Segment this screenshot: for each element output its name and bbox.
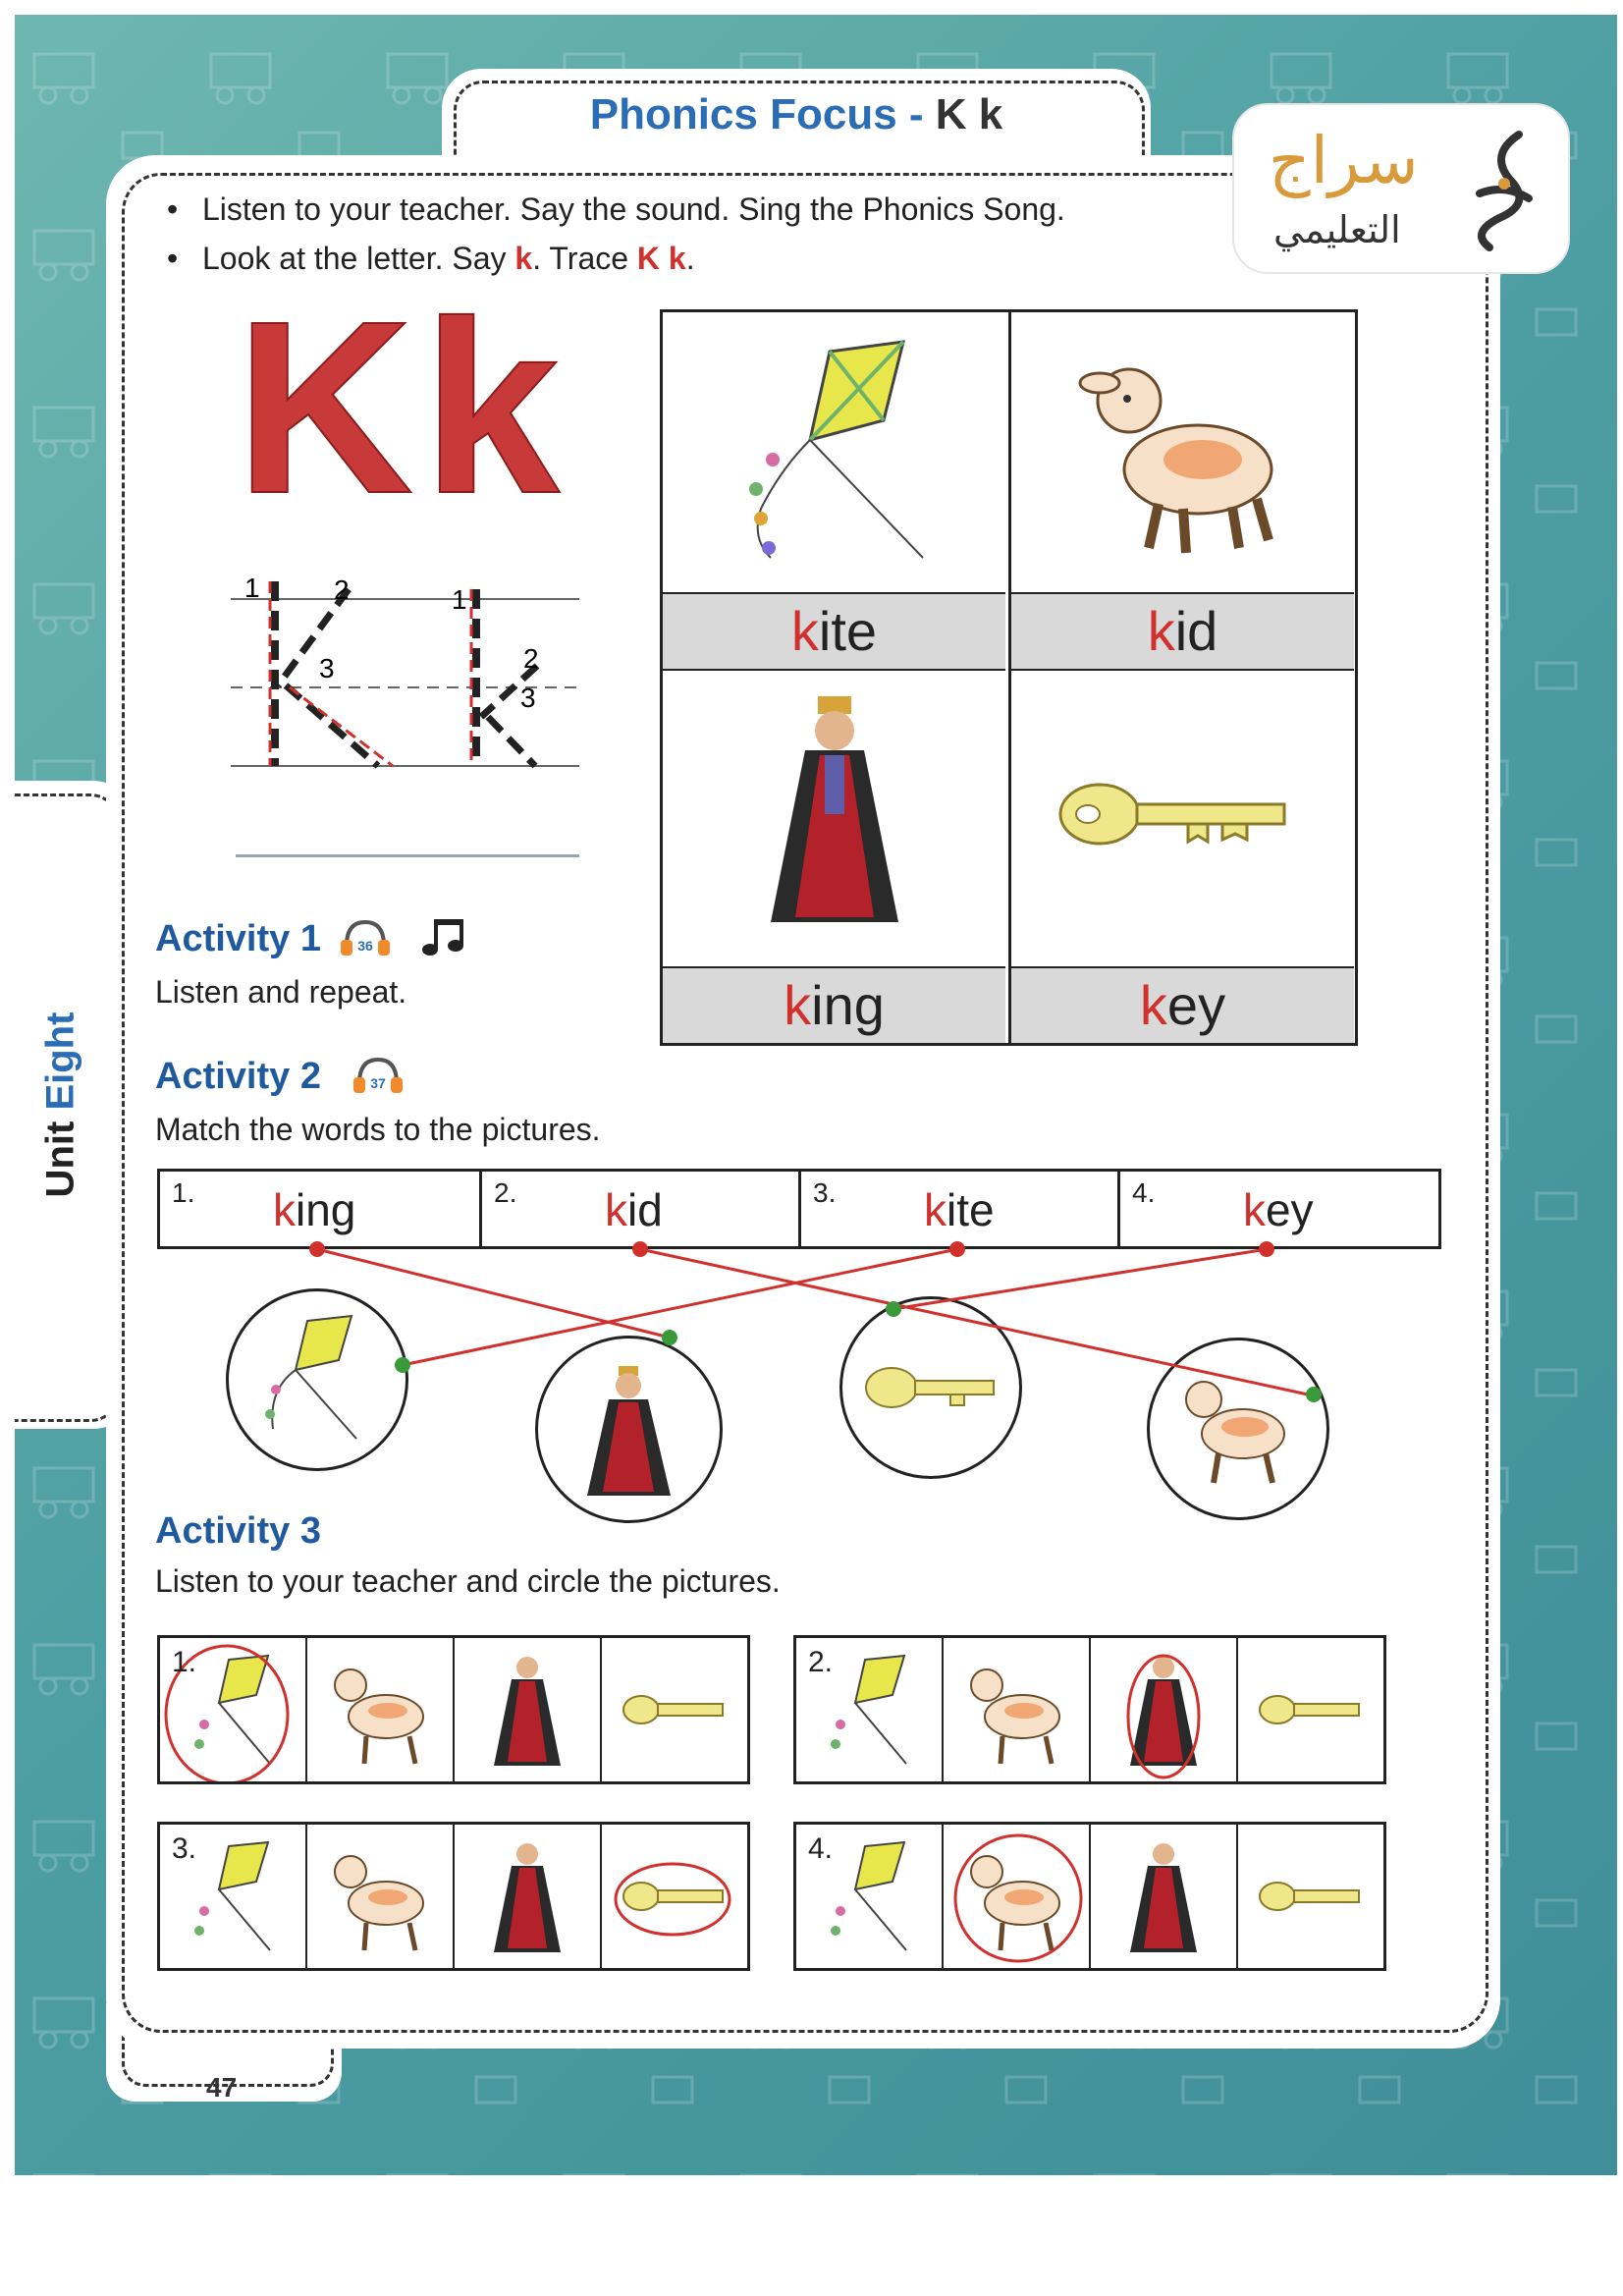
option-kid[interactable]	[944, 1825, 1091, 1968]
activity-2-title: Activity 2	[155, 1056, 321, 1097]
match-word-strip	[157, 1169, 1441, 1249]
match-num: 2.	[494, 1177, 517, 1208]
option-kite[interactable]	[796, 1825, 944, 1968]
kite-picture	[663, 312, 1005, 592]
word-first-letter: k	[1243, 1184, 1266, 1235]
kid-goat-icon	[1011, 312, 1354, 592]
row-number: 4.	[808, 1832, 834, 1865]
word-king	[663, 966, 1005, 1043]
option-key[interactable]	[602, 1638, 747, 1781]
instruction-1: • Listen to your teacher. Say the sound. Sing the Phonics Song.	[167, 191, 1065, 227]
row-number: 1.	[172, 1646, 197, 1678]
instruction-2-pre: Look at the letter. Say	[202, 241, 515, 276]
row-number: 3.	[172, 1832, 197, 1865]
king-icon	[538, 1339, 720, 1520]
word-kite	[663, 592, 1005, 671]
instruction-2-k: k	[514, 241, 533, 276]
logo-subtitle: التعليمي	[1273, 208, 1401, 251]
key-icon	[602, 1825, 747, 1968]
instruction-2-post: .	[685, 241, 695, 276]
big-letters: Kk	[236, 270, 569, 544]
match-circle-key[interactable]	[839, 1296, 1022, 1479]
match-num: 4.	[1132, 1177, 1156, 1208]
option-king[interactable]	[455, 1825, 602, 1968]
letter-trace-guide[interactable]	[231, 570, 589, 776]
unit-label	[39, 1012, 83, 1198]
match-circle-king[interactable]	[535, 1336, 723, 1523]
match-circle-kid[interactable]	[1147, 1338, 1329, 1520]
option-kid[interactable]	[307, 1825, 455, 1968]
kite-icon	[663, 312, 1005, 592]
kid-picture	[1011, 312, 1354, 592]
trace-num: 1	[452, 584, 467, 615]
trace-num: 2	[523, 643, 539, 674]
option-kid[interactable]	[307, 1638, 455, 1781]
key-icon	[602, 1638, 747, 1781]
track-number: 36	[357, 938, 373, 954]
instruction-2: • Look at the letter. Say k. Trace K k.	[167, 241, 695, 276]
circle-row-4	[793, 1822, 1386, 1971]
kite-icon	[229, 1291, 406, 1468]
word-rest: ey	[1166, 974, 1226, 1036]
word-rest: ey	[1266, 1184, 1314, 1235]
music-note-icon[interactable]	[420, 915, 467, 958]
audio-track-icon[interactable]	[352, 1056, 405, 1095]
option-kite[interactable]	[160, 1825, 307, 1968]
option-king[interactable]	[1091, 1825, 1238, 1968]
king-picture	[663, 667, 1005, 966]
circle-row-2	[793, 1635, 1386, 1784]
match-word-box	[482, 1172, 801, 1246]
word-first-letter: k	[790, 600, 819, 662]
option-king[interactable]	[1091, 1638, 1238, 1781]
key-icon	[1011, 667, 1354, 966]
key-icon	[842, 1299, 1019, 1476]
unit-word: Unit	[38, 1121, 82, 1198]
unit-name: Eight	[38, 1011, 82, 1111]
word-rest: ing	[296, 1184, 356, 1235]
option-key[interactable]	[602, 1825, 747, 1968]
king-icon	[455, 1638, 600, 1781]
row-number: 2.	[808, 1646, 834, 1678]
activity-3-text: Listen to your teacher and circle the pictures.	[155, 1563, 781, 1599]
kid-goat-icon	[944, 1638, 1089, 1781]
title-text: Phonics Focus -	[589, 90, 924, 138]
page-title	[442, 90, 1151, 139]
match-word-box	[1120, 1172, 1435, 1246]
word-first-letter: k	[1147, 600, 1175, 662]
word-first-letter: k	[605, 1184, 627, 1235]
key-icon	[1238, 1638, 1383, 1781]
king-icon	[1091, 1638, 1236, 1781]
word-key	[1011, 966, 1354, 1043]
option-king[interactable]	[455, 1638, 602, 1781]
option-key[interactable]	[1238, 1638, 1383, 1781]
option-kite[interactable]	[796, 1638, 944, 1781]
word-rest: ite	[818, 600, 878, 662]
word-rest: id	[1174, 600, 1218, 662]
option-key[interactable]	[1238, 1825, 1383, 1968]
trace-num: 1	[244, 573, 260, 603]
word-first-letter: k	[1139, 974, 1167, 1036]
word-first-letter: k	[784, 974, 812, 1036]
king-icon	[663, 667, 1005, 966]
trace-num: 3	[520, 683, 536, 713]
kid-goat-icon	[1150, 1340, 1326, 1517]
logo-name: سراج	[1269, 123, 1419, 198]
logo	[1232, 103, 1570, 274]
logo-calligraphy-icon	[1450, 125, 1558, 252]
king-icon	[455, 1825, 600, 1968]
word-first-letter: k	[273, 1184, 296, 1235]
word-rest: ing	[811, 974, 885, 1036]
word-kid	[1011, 592, 1354, 671]
match-circle-kite[interactable]	[226, 1288, 408, 1471]
match-word-box	[160, 1172, 482, 1246]
trace-num: 3	[319, 653, 335, 683]
activity-1-title: Activity 1	[155, 918, 321, 959]
trace-num: 2	[334, 574, 350, 605]
word-rest: ite	[947, 1184, 995, 1235]
kid-goat-icon	[944, 1825, 1089, 1968]
circle-row-1	[157, 1635, 750, 1784]
key-picture	[1011, 667, 1354, 966]
match-num: 1.	[172, 1177, 195, 1208]
circle-row-3	[157, 1822, 750, 1971]
audio-track-icon[interactable]	[339, 918, 392, 957]
word-picture-grid	[660, 309, 1358, 1046]
title-letters: K k	[935, 90, 1003, 138]
page-number: 47	[206, 2072, 238, 2103]
divider-rule	[236, 854, 579, 857]
instruction-2-mid: . Trace	[532, 241, 637, 276]
key-icon	[1238, 1825, 1383, 1968]
activity-2-text: Match the words to the pictures.	[155, 1112, 601, 1147]
word-first-letter: k	[924, 1184, 947, 1235]
kid-goat-icon	[307, 1825, 453, 1968]
option-kite[interactable]	[160, 1638, 307, 1781]
match-word-box	[801, 1172, 1120, 1246]
match-num: 3.	[813, 1177, 837, 1208]
instruction-2-kk: K k	[636, 241, 686, 276]
option-kid[interactable]	[944, 1638, 1091, 1781]
activity-1-text: Listen and repeat.	[155, 974, 407, 1010]
king-icon	[1091, 1825, 1236, 1968]
word-rest: id	[627, 1184, 663, 1235]
instruction-1-text: Listen to your teacher. Say the sound. Sing the Phonics Song.	[202, 191, 1065, 227]
kid-goat-icon	[307, 1638, 453, 1781]
activity-3-title: Activity 3	[155, 1510, 321, 1552]
track-number: 37	[370, 1075, 386, 1091]
